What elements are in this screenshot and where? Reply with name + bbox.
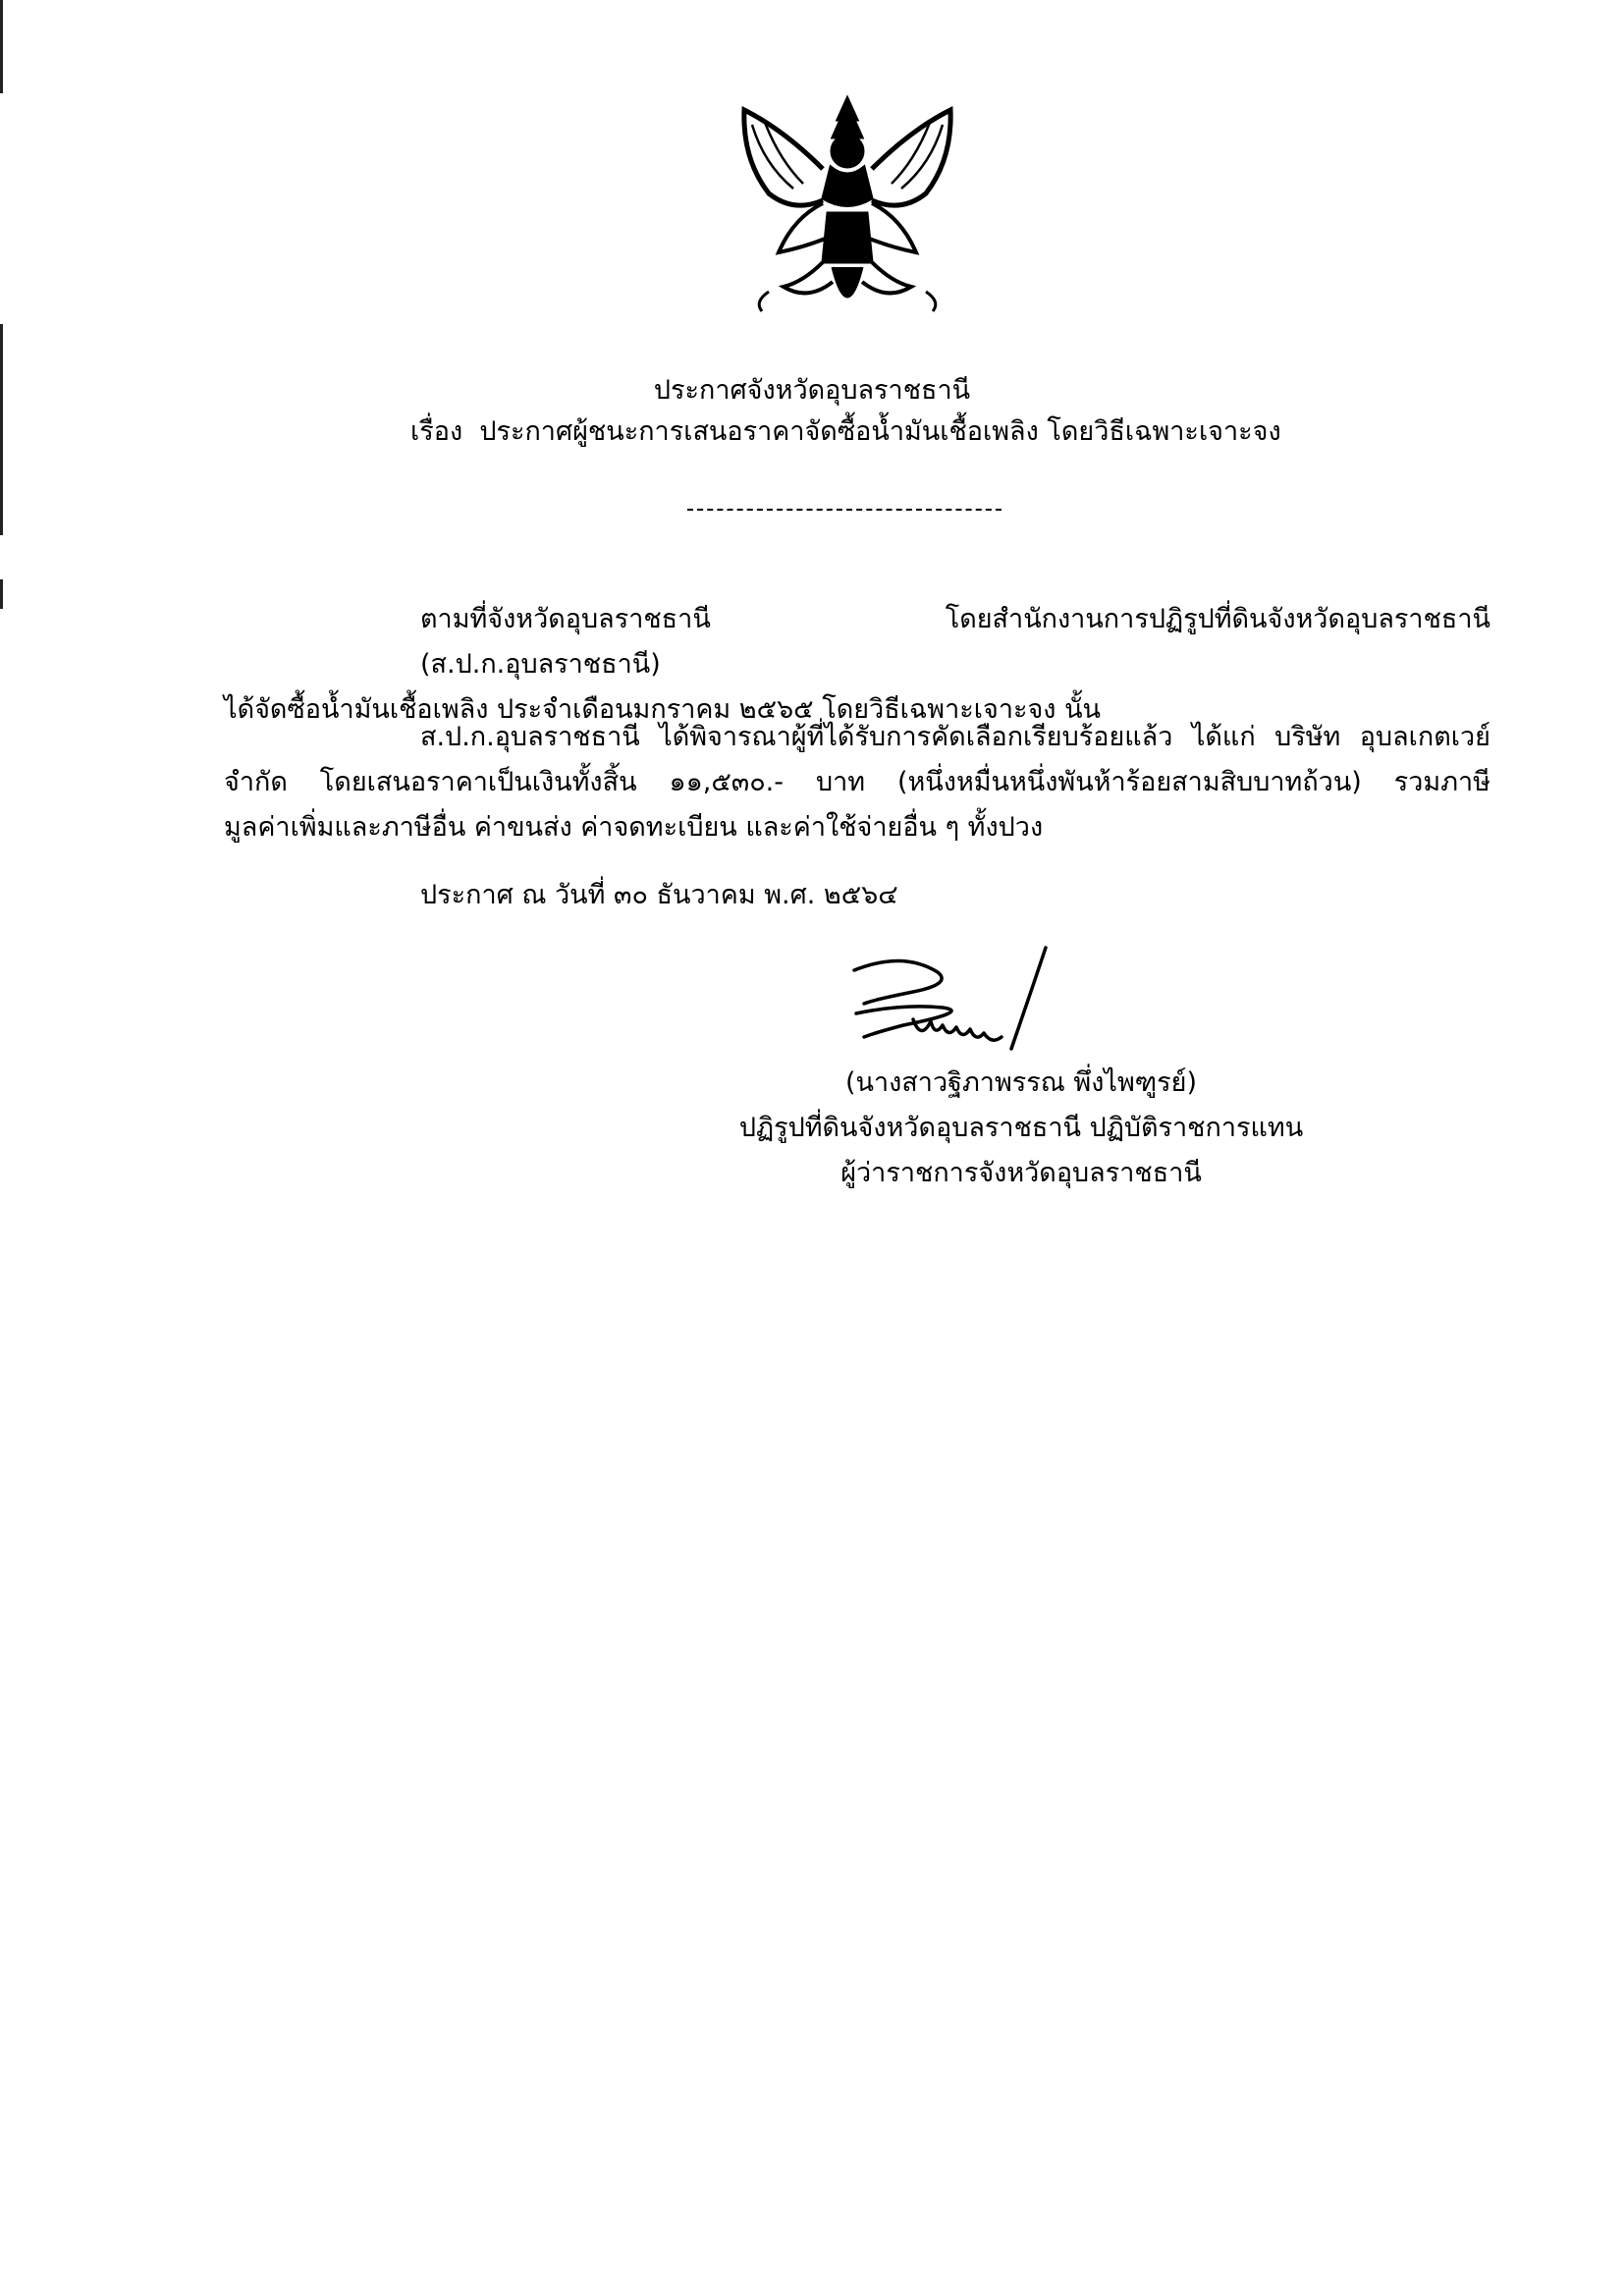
signatory-position-1: ปฏิรูปที่ดินจังหวัดอุบลราชธานี ปฏิบัติราชการแทน [738,1113,1304,1143]
document-heading: ประกาศจังหวัดอุบลราชธานี [653,375,971,406]
scan-edge-mark [0,579,3,609]
paragraph-2-line-1: ส.ป.ก.อุบลราชธานี ได้พิจารณาผู้ที่ได้รับการคัดเลือกเรียบร้อยแล้ว ได้แก่ บริษัท อุบลเกตเวย์ [420,722,1490,752]
handwritten-signature-icon [844,943,1070,1061]
subject-label: เรื่อง [410,416,463,447]
paragraph-1 [224,597,1490,733]
paragraph-2-line-3: มูลค่าเพิ่มและภาษีอื่น ค่าขนส่ง ค่าจดทะเบียน และค่าใช้จ่ายอื่น ๆ ทั้งปวง [224,812,1044,843]
dashed-divider [687,509,1001,511]
garuda-emblem-icon [725,90,970,336]
paragraph-2-line-2: จำกัด โดยเสนอราคาเป็นเงินทั้งสิ้น ๑๑,๕๓๐.- บาท (หนึ่งหมื่นหนึ่งพันห้าร้อยสามสิบบาทถ้วน) รวมภาษี [224,767,1490,797]
scan-edge-mark [0,0,3,93]
paragraph-2 [224,715,1490,850]
scan-edge-mark [0,324,3,535]
signatory-position-2: ผู้ว่าราชการจังหวัดอุบลราชธานี [840,1158,1202,1188]
signature-block [687,1061,1355,1196]
paragraph-1-line-2: ได้จัดซื้อน้ำมันเชื้อเพลิง ประจำเดือนมกราคม ๒๕๖๕ โดยวิธีเฉพาะเจาะจง นั้น [224,694,1101,725]
announce-date: ประกาศ ณ วันที่ ๓๐ ธันวาคม พ.ศ. ๒๕๖๔ [420,880,898,910]
subject-text: ประกาศผู้ชนะการเสนอราคาจัดซื้อน้ำมันเชื้อเพลิง โดยวิธีเฉพาะเจาะจง [479,416,1281,447]
paragraph-1-line-1: ตามที่จังหวัดอุบลราชธานี โดยสำนักงานการปฏิรูปที่ดินจังหวัดอุบลราชธานี (ส.ป.ก.อุบลราชธานี) [420,604,1490,680]
subject-line [410,412,1281,452]
signatory-name: (นางสาวฐิภาพรรณ พึ่งไพฑูรย์) [844,1067,1198,1098]
